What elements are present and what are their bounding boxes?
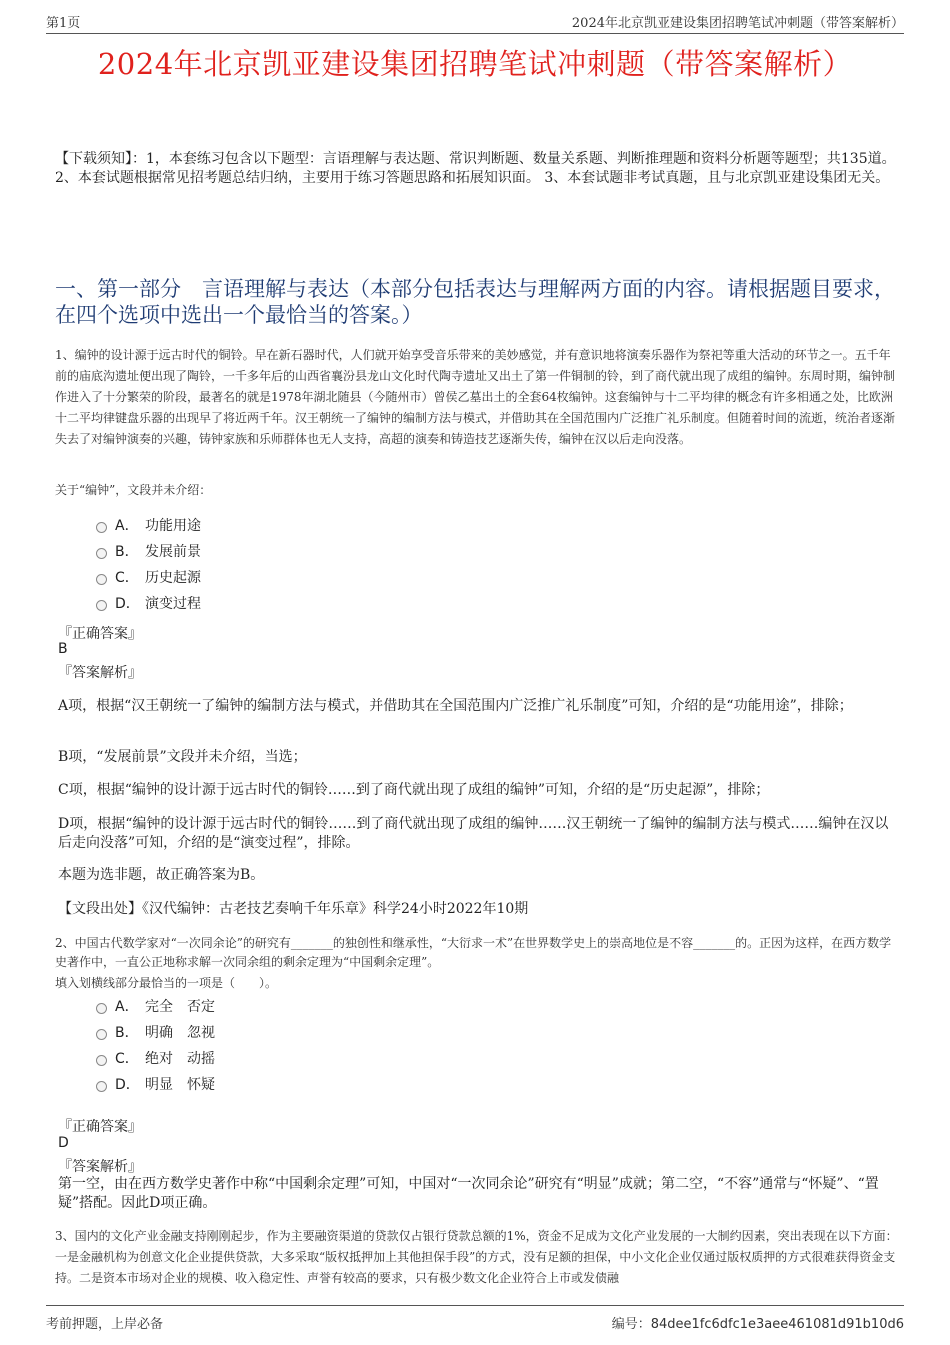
q2-option-d[interactable]: D． 明显 怀疑 — [96, 1075, 215, 1095]
q1-analysis-label: 『答案解析』 — [58, 665, 142, 681]
question-2-passage: 2、中国古代数学家对“一次同余论”的研究有_______的独创性和继承性，“大衍求一术”在世界数学史上的崇高地位是不容_______的。正因为这样，在西方数学史著作中，一直公正地称求解一次同余组的剩余定理为“中国剩余定理”。 — [55, 936, 892, 969]
q2-option-a[interactable]: A． 完全 否定 — [96, 997, 215, 1017]
q1-analysis-d: D项，根据“编钟的设计源于远古时代的铜铃……到了商代就出现了成组的编钟……汉王朝统一了编钟的编制方法与模式……编钟在汉以后走向没落”可知，介绍的是“演变过程”，排除。 — [58, 816, 889, 851]
q2-answer: D — [58, 1135, 69, 1151]
q1-answer: B — [58, 641, 68, 657]
radio-icon[interactable] — [96, 1029, 107, 1040]
radio-icon[interactable] — [96, 600, 107, 611]
question-3-passage: 3、国内的文化产业金融支持刚刚起步，作为主要融资渠道的贷款仅占银行贷款总额的1%，资金不足成为文化产业发展的一大制约因素，突出表现在以下方面：一是金融机构为创意文化企业提供贷款，大多采取“版权抵押加上其他担保手段”的方式，没有足额的担保，中小文化企业仅通过版权质押的方式很难获得资金支持。二是资本市场对企业的规模、收入稳定性、声誉有较高的要求，只有极少数文化企业符合上市或发债融 — [55, 1229, 898, 1285]
footer-code — [612, 1313, 904, 1332]
q1-option-a[interactable]: A． 功能用途 — [96, 516, 201, 536]
download-notice: 【下载须知】：1，本套练习包含以下题型：言语理解与表达题、常识判断题、数量关系题、判断推理题和资料分析题等题型；共135道。 2、本套试题根据常见招考题总结归纳，主要用于练习答题思路和拓展知识面。 3、本套试题非考试真题，且与北京凯亚建设集团无关。 — [55, 151, 896, 186]
q1-conclusion: 本题为选非题，故正确答案为B。 — [58, 867, 265, 883]
q2-option-c[interactable]: C． 绝对 动摇 — [96, 1049, 215, 1069]
q1-option-c[interactable]: C． 历史起源 — [96, 568, 201, 588]
footer-code-value: 84dee1fc6dfc1e3aee461081d91b10d6 — [650, 1317, 904, 1332]
footer-divider — [46, 1305, 904, 1306]
q1-option-b[interactable]: B． 发展前景 — [96, 542, 201, 562]
question-1-prompt: 关于“编钟”，文段并未介绍： — [55, 483, 212, 497]
radio-icon[interactable] — [96, 522, 107, 533]
q1-source: 【文段出处】《汉代编钟：古老技艺奏响千年乐章》科学24小时2022年10期 — [58, 901, 529, 917]
q2-analysis-label: 『答案解析』 — [58, 1159, 142, 1175]
question-1-passage: 1、编钟的设计源于远古时代的铜铃。早在新石器时代，人们就开始享受音乐带来的美妙感觉，并有意识地将演奏乐器作为祭祀等重大活动的环节之一。五千年前的庙底沟遗址便出现了陶铃，一千多年后的山西省襄汾县龙山文化时代陶寺遗址又出土了第一件铜制的铃，到了商代就出现了成组的编钟。东周时期，编钟制作进入了十分繁荣的阶段，最著名的就是1978年湖北随县（今随州市）曾侯乙墓出土的全套64枚编钟。这套编钟与十二平均律的概念有许多相通之处，比欧洲十二平均律键盘乐器的出现早了将近两千年。汉王朝统一了编钟的编制方法与模式，并借助其在全国范围内广泛推广礼乐制度。但随着时间的流逝，统治者逐渐失去了对编钟演奏的兴趣，铸钟家族和乐师群体也无人支持，高超的演奏和铸造技艺逐渐失传，编钟在汉以后走向没落。 — [55, 348, 896, 446]
radio-icon[interactable] — [96, 1003, 107, 1014]
q1-analysis-b: B项，“发展前景”文段并未介绍，当选； — [58, 749, 307, 765]
radio-icon[interactable] — [96, 574, 107, 585]
question-2-prompt: 填入划横线部分最恰当的一项是（ ）。 — [55, 976, 278, 990]
q1-analysis-a: A项，根据“汉王朝统一了编钟的编制方法与模式，并借助其在全国范围内广泛推广礼乐制度”可知，介绍的是“功能用途”，排除； — [58, 698, 853, 714]
q1-analysis-c: C项，根据“编钟的设计源于远古时代的铜铃……到了商代就出现了成组的编钟”可知，介绍的是“历史起源”，排除； — [58, 782, 770, 798]
radio-icon[interactable] — [96, 548, 107, 559]
q1-answer-label: 『正确答案』 — [58, 626, 142, 642]
page-title: 2024年北京凯亚建设集团招聘笔试冲刺题（带答案解析） — [97, 47, 853, 81]
footer-slogan: 考前押题，上岸必备 — [46, 1317, 164, 1332]
q2-option-b[interactable]: B． 明确 忽视 — [96, 1023, 215, 1043]
radio-icon[interactable] — [96, 1081, 107, 1092]
q2-answer-label: 『正确答案』 — [58, 1119, 142, 1135]
footer-code-label: 编号： — [611, 1317, 651, 1332]
q2-analysis: 第一空，由在西方数学史著作中称“中国剩余定理”可知，中国对“一次同余论”研究有“明显”成就；第二空，“不容”通常与“怀疑”、“置疑”搭配。因此D项正确。 — [58, 1176, 879, 1211]
radio-icon[interactable] — [96, 1055, 107, 1066]
page-number: 第1页 — [46, 16, 81, 31]
section-heading: 一、第一部分 言语理解与表达（本部分包括表达与理解两方面的内容。请根据题目要求，在四个选项中选出一个最恰当的答案。） — [55, 277, 895, 327]
q1-option-d[interactable]: D． 演变过程 — [96, 594, 201, 614]
header-divider — [46, 33, 904, 34]
header-doc-title: 2024年北京凯亚建设集团招聘笔试冲刺题（带答案解析） — [571, 16, 904, 31]
